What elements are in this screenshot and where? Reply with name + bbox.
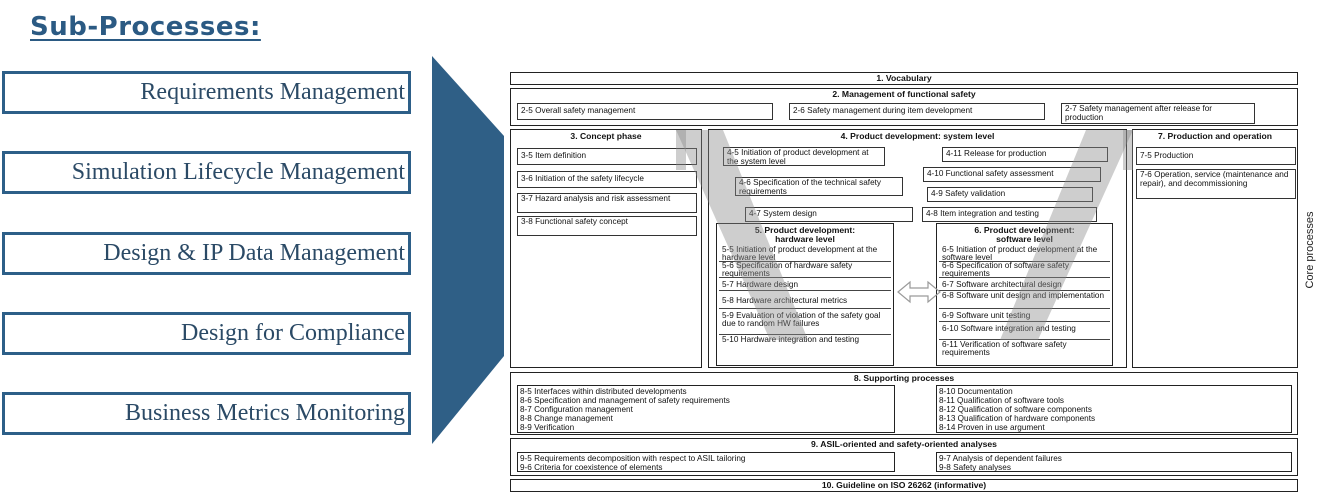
asil-box: [510, 438, 1298, 476]
management-item: 2-6 Safety management during item development: [789, 103, 1045, 120]
iso26262-diagram: [508, 70, 1300, 494]
concept-item: 3-6 Initiation of the safety lifecycle: [517, 171, 697, 188]
system-item: 4-10 Functional safety assessment: [923, 167, 1101, 182]
sub-process-simulation-lifecycle-management: Simulation Lifecycle Management: [2, 151, 411, 194]
concept-phase-box: [510, 129, 702, 368]
concept-item: 3-8 Functional safety concept: [517, 216, 697, 236]
software-item: 6-10 Software integration and testing: [939, 323, 1110, 340]
software-item: 6-11 Verification of software safety requirements: [942, 341, 1067, 357]
management-item: 2-7 Safety management after release for production: [1061, 103, 1255, 124]
hardware-item: 5-7 Hardware design: [719, 279, 891, 291]
production-box: [1132, 129, 1298, 368]
software-item: 6-7 Software architectural design: [939, 279, 1110, 291]
supporting-item: 8-12 Qualification of software components: [939, 405, 1092, 414]
sub-process-business-metrics-monitoring: Business Metrics Monitoring: [2, 392, 411, 435]
sub-process-design-for-compliance: Design for Compliance: [2, 312, 411, 355]
supporting-item: 8-7 Configuration management: [520, 405, 633, 414]
sub-process-design-ip-data-management: Design & IP Data Management: [2, 232, 411, 275]
chevron-arrow-icon: [432, 56, 512, 444]
software-item: 6-9 Software unit testing: [939, 310, 1110, 322]
software-item: 6-6 Specification of software safety requirements: [939, 262, 1110, 278]
guideline-header: 10. Guideline on ISO 26262 (informative): [821, 480, 987, 490]
hardware-item: 5-6 Specification of hardware safety requirements: [719, 262, 891, 278]
asil-left-list: [517, 452, 895, 472]
guideline-box: [510, 479, 1298, 492]
core-processes-label: [1300, 205, 1320, 295]
concept-phase-header: 3. Concept phase: [570, 131, 642, 141]
system-item: 4-9 Safety validation: [927, 187, 1093, 202]
vocabulary-header: 1. Vocabulary: [876, 73, 932, 83]
software-level-box: [936, 223, 1113, 366]
supporting-right-list: [936, 385, 1292, 433]
supporting-item: 8-8 Change management: [520, 414, 613, 423]
production-item: 7-6 Operation, service (maintenance and repair), and decommissioning: [1136, 169, 1296, 199]
concept-item: 3-5 Item definition: [517, 148, 697, 165]
asil-item: 9-8 Safety analyses: [939, 463, 1011, 472]
software-item: 6-5 Initiation of product development at the software level: [939, 246, 1110, 262]
system-item: 4-7 System design: [745, 207, 913, 222]
asil-item: 9-5 Requirements decomposition with respect to ASIL tailoring: [520, 454, 746, 463]
system-item: 4-6 Specification of the technical safety requirements: [735, 177, 903, 196]
supporting-header: 8. Supporting processes: [853, 373, 955, 383]
supporting-left-list: [517, 385, 895, 433]
hardware-item: 5-8 Hardware architectural metrics: [719, 292, 891, 309]
asil-item: 9-6 Criteria for coexistence of elements: [520, 463, 663, 472]
core-processes-text: Core processes: [1304, 211, 1316, 289]
hardware-item: 5-10 Hardware integration and testing: [722, 336, 859, 344]
supporting-item: 8-10 Documentation: [939, 387, 1013, 396]
management-box: [510, 88, 1298, 126]
production-header: 7. Production and operation: [1157, 131, 1273, 141]
hardware-level-box: [716, 223, 894, 366]
asil-header: 9. ASIL-oriented and safety-oriented analyses: [811, 439, 997, 449]
supporting-box: [510, 372, 1298, 435]
vocabulary-box: [510, 72, 1298, 85]
concept-item: 3-7 Hazard analysis and risk assessment: [517, 193, 697, 213]
system-level-header: 4. Product development: system level: [840, 131, 995, 141]
supporting-item: 8-13 Qualification of hardware components: [939, 414, 1096, 423]
system-item: 4-11 Release for production: [942, 147, 1108, 162]
sub-process-requirements-management: Requirements Management: [2, 71, 411, 114]
hardware-level-header: 5. Product development:: [754, 225, 856, 235]
hardware-level-subheader: hardware level: [775, 234, 835, 244]
management-header: 2. Management of functional safety: [832, 89, 976, 99]
system-item: 4-8 Item integration and testing: [922, 207, 1097, 222]
hardware-item: 5-5 Initiation of product development at the hardware level: [719, 246, 891, 262]
asil-right-list: [936, 452, 1292, 472]
software-level-subheader: software level: [996, 234, 1053, 244]
asil-item: 9-7 Analysis of dependent failures: [939, 454, 1062, 463]
supporting-item: 8-9 Verification: [520, 423, 575, 432]
supporting-item: 8-14 Proven in use argument: [939, 423, 1045, 432]
software-item: 6-8 Software unit design and implementation: [939, 292, 1110, 309]
software-level-header: 6. Product development:: [974, 225, 1075, 235]
supporting-item: 8-11 Qualification of software tools: [939, 396, 1064, 405]
production-item: 7-5 Production: [1136, 147, 1296, 165]
management-item: 2-5 Overall safety management: [517, 103, 773, 120]
system-item: 4-5 Initiation of product development at the system level: [723, 147, 885, 166]
supporting-item: 8-6 Specification and management of safety requirements: [520, 396, 730, 405]
page-title: Sub-Processes:: [30, 12, 261, 42]
hardware-item: 5-9 Evaluation of violation of the safety goal due to random HW failures: [719, 310, 891, 335]
supporting-item: 8-5 Interfaces within distributed developments: [520, 387, 687, 396]
